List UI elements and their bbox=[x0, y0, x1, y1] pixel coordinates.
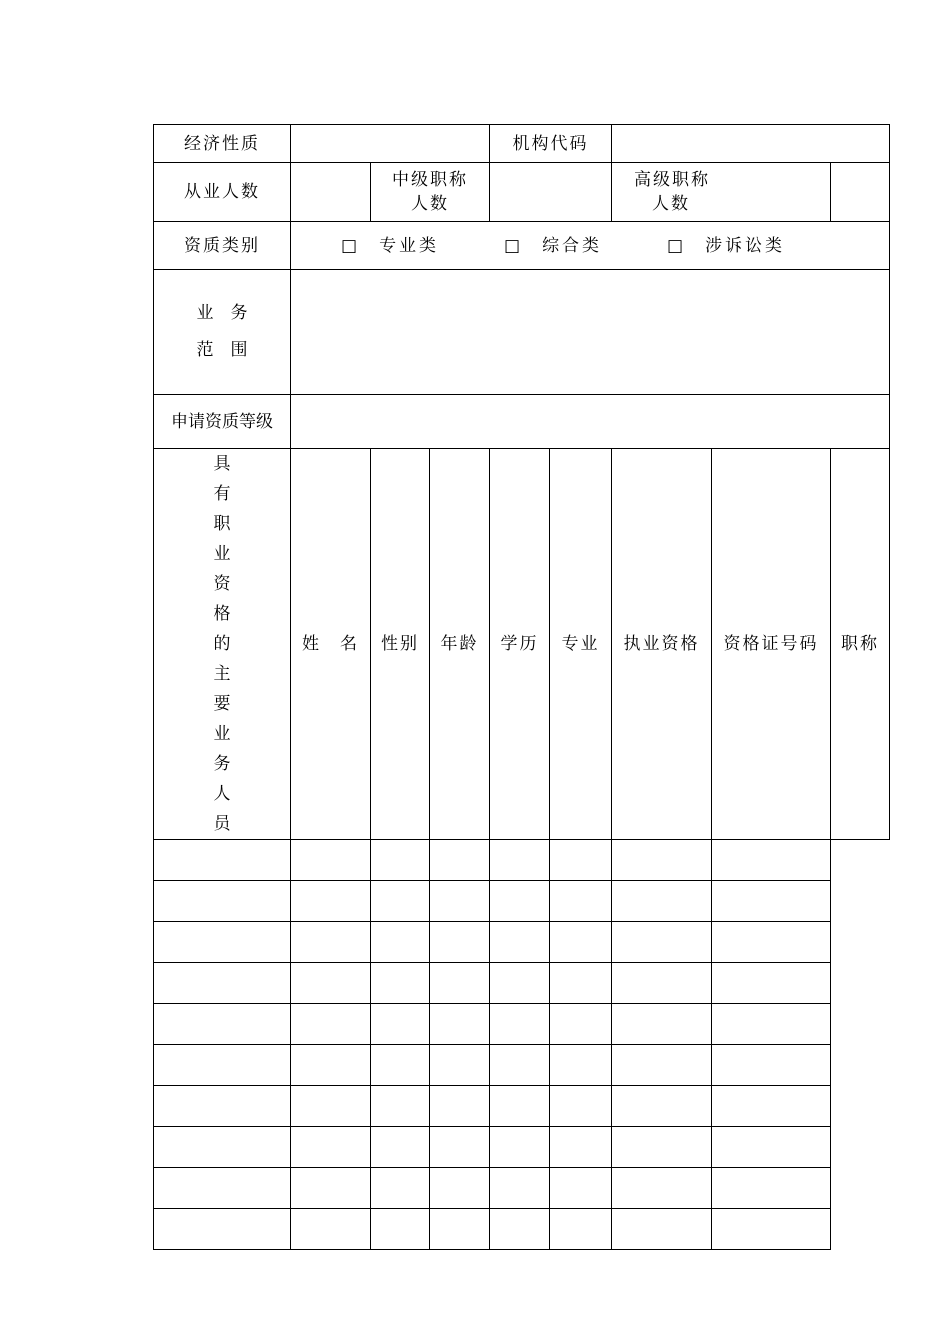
personnel-label-char: 要 bbox=[213, 694, 231, 714]
personnel-practice-qualification-cell[interactable] bbox=[550, 1209, 612, 1250]
personnel-age-cell[interactable] bbox=[371, 1086, 430, 1127]
personnel-name-cell[interactable] bbox=[154, 1045, 291, 1086]
personnel-label-char: 具 bbox=[213, 454, 231, 474]
personnel-major-cell[interactable] bbox=[490, 1086, 550, 1127]
row-econ-nature bbox=[154, 125, 890, 163]
personnel-title-cell[interactable] bbox=[712, 1168, 831, 1209]
mid-title-count-field[interactable] bbox=[490, 163, 612, 222]
personnel-name-cell[interactable] bbox=[154, 1086, 291, 1127]
senior-title-count-label bbox=[612, 163, 831, 222]
personnel-major-cell[interactable] bbox=[490, 963, 550, 1004]
senior-title-label-line2: 人数 bbox=[652, 194, 691, 214]
header-practice-qualification: 执业资格 bbox=[612, 449, 712, 840]
personnel-gender-cell[interactable] bbox=[291, 963, 371, 1004]
personnel-certificate-number-cell[interactable] bbox=[612, 1168, 712, 1209]
header-education: 学历 bbox=[490, 449, 550, 840]
business-scope-label bbox=[154, 270, 291, 395]
personnel-certificate-number-cell[interactable] bbox=[612, 840, 712, 881]
personnel-age-cell[interactable] bbox=[371, 840, 430, 881]
personnel-education-cell[interactable] bbox=[430, 1004, 490, 1045]
personnel-education-cell[interactable] bbox=[430, 1045, 490, 1086]
personnel-name-cell[interactable] bbox=[154, 922, 291, 963]
personnel-certificate-number-cell[interactable] bbox=[612, 881, 712, 922]
personnel-age-cell[interactable] bbox=[371, 1209, 430, 1250]
personnel-name-cell[interactable] bbox=[154, 840, 291, 881]
personnel-label-char: 人 bbox=[213, 784, 231, 804]
personnel-gender-cell[interactable] bbox=[291, 1086, 371, 1127]
personnel-name-cell[interactable] bbox=[154, 963, 291, 1004]
econ-nature-field[interactable] bbox=[291, 125, 490, 163]
staff-count-label: 从业人数 bbox=[154, 163, 291, 222]
personnel-practice-qualification-cell[interactable] bbox=[550, 1045, 612, 1086]
option-litigation[interactable] bbox=[667, 234, 807, 258]
personnel-education-cell[interactable] bbox=[430, 840, 490, 881]
staff-count-field[interactable] bbox=[291, 163, 371, 222]
checkbox-icon[interactable]: □ bbox=[504, 235, 521, 256]
personnel-certificate-number-cell[interactable] bbox=[612, 922, 712, 963]
personnel-age-cell[interactable] bbox=[371, 922, 430, 963]
option-label: 专业类 bbox=[379, 235, 440, 256]
option-label: 涉诉讼类 bbox=[705, 235, 786, 256]
header-name: 姓 名 bbox=[291, 449, 371, 840]
personnel-age-cell[interactable] bbox=[371, 881, 430, 922]
personnel-label-char: 有 bbox=[213, 484, 231, 504]
personnel-title-cell[interactable] bbox=[712, 840, 831, 881]
personnel-major-cell[interactable] bbox=[490, 1045, 550, 1086]
option-label: 综合类 bbox=[542, 235, 603, 256]
row-apply-level bbox=[154, 395, 890, 449]
qualification-options bbox=[291, 222, 890, 270]
personnel-major-cell[interactable] bbox=[490, 881, 550, 922]
personnel-row bbox=[154, 922, 890, 963]
personnel-label-char: 的 bbox=[213, 634, 231, 654]
personnel-gender-cell[interactable] bbox=[291, 1045, 371, 1086]
personnel-education-cell[interactable] bbox=[430, 1209, 490, 1250]
personnel-gender-cell[interactable] bbox=[291, 840, 371, 881]
personnel-certificate-number-cell[interactable] bbox=[612, 1004, 712, 1045]
personnel-age-cell[interactable] bbox=[371, 1127, 430, 1168]
personnel-major-cell[interactable] bbox=[490, 922, 550, 963]
personnel-education-cell[interactable] bbox=[430, 963, 490, 1004]
personnel-gender-cell[interactable] bbox=[291, 1127, 371, 1168]
personnel-age-cell[interactable] bbox=[371, 963, 430, 1004]
org-code-label: 机构代码 bbox=[490, 125, 612, 163]
personnel-major-cell[interactable] bbox=[490, 1168, 550, 1209]
personnel-row bbox=[154, 881, 890, 922]
personnel-row bbox=[154, 1004, 890, 1045]
row-business-scope bbox=[154, 270, 890, 395]
personnel-label-char: 主 bbox=[213, 664, 231, 684]
personnel-major-cell[interactable] bbox=[490, 1209, 550, 1250]
personnel-row bbox=[154, 1086, 890, 1127]
business-scope-field[interactable] bbox=[291, 270, 890, 395]
row-qualification-category bbox=[154, 222, 890, 270]
personnel-major-cell[interactable] bbox=[490, 1127, 550, 1168]
mid-title-label-line1: 中级职称 bbox=[392, 170, 468, 190]
personnel-name-cell[interactable] bbox=[154, 1127, 291, 1168]
personnel-title-cell[interactable] bbox=[712, 1209, 831, 1250]
checkbox-icon[interactable]: □ bbox=[341, 235, 358, 256]
personnel-practice-qualification-cell[interactable] bbox=[550, 881, 612, 922]
personnel-title-cell[interactable] bbox=[712, 1086, 831, 1127]
personnel-label-char: 格 bbox=[213, 604, 231, 624]
org-code-field[interactable] bbox=[612, 125, 890, 163]
personnel-name-cell[interactable] bbox=[154, 881, 291, 922]
personnel-certificate-number-cell[interactable] bbox=[612, 1209, 712, 1250]
header-gender: 性别 bbox=[371, 449, 430, 840]
personnel-label-char: 职 bbox=[213, 514, 231, 534]
personnel-practice-qualification-cell[interactable] bbox=[550, 1086, 612, 1127]
personnel-row bbox=[154, 1168, 890, 1209]
personnel-label-char: 务 bbox=[213, 754, 231, 774]
personnel-title-cell[interactable] bbox=[712, 1045, 831, 1086]
personnel-certificate-number-cell[interactable] bbox=[612, 1086, 712, 1127]
personnel-practice-qualification-cell[interactable] bbox=[550, 1127, 612, 1168]
qualification-application-form bbox=[153, 124, 890, 1250]
personnel-title-cell[interactable] bbox=[712, 1127, 831, 1168]
option-professional[interactable] bbox=[341, 234, 504, 258]
apply-level-field[interactable] bbox=[291, 395, 890, 449]
senior-title-count-field[interactable] bbox=[831, 163, 890, 222]
personnel-certificate-number-cell[interactable] bbox=[612, 963, 712, 1004]
option-comprehensive[interactable] bbox=[504, 234, 667, 258]
senior-title-label-line1: 高级职称 bbox=[634, 170, 711, 190]
personnel-gender-cell[interactable] bbox=[291, 1168, 371, 1209]
personnel-age-cell[interactable] bbox=[371, 1004, 430, 1045]
personnel-gender-cell[interactable] bbox=[291, 881, 371, 922]
personnel-label-char: 资 bbox=[213, 574, 231, 594]
personnel-practice-qualification-cell[interactable] bbox=[550, 840, 612, 881]
header-major: 专业 bbox=[550, 449, 612, 840]
personnel-title-cell[interactable] bbox=[712, 922, 831, 963]
personnel-name-cell[interactable] bbox=[154, 1004, 291, 1045]
personnel-education-cell[interactable] bbox=[430, 881, 490, 922]
personnel-name-cell[interactable] bbox=[154, 1209, 291, 1250]
business-scope-label-line2: 范 围 bbox=[196, 340, 248, 360]
personnel-gender-cell[interactable] bbox=[291, 922, 371, 963]
econ-nature-label: 经济性质 bbox=[154, 125, 291, 163]
personnel-header-row bbox=[154, 449, 890, 840]
personnel-title-cell[interactable] bbox=[712, 881, 831, 922]
personnel-major-cell[interactable] bbox=[490, 840, 550, 881]
personnel-education-cell[interactable] bbox=[430, 1127, 490, 1168]
header-title: 职称 bbox=[831, 449, 890, 840]
mid-title-count-label bbox=[371, 163, 490, 222]
personnel-label-char: 业 bbox=[213, 544, 231, 564]
personnel-education-cell[interactable] bbox=[430, 1168, 490, 1209]
personnel-age-cell[interactable] bbox=[371, 1045, 430, 1086]
personnel-certificate-number-cell[interactable] bbox=[612, 1127, 712, 1168]
personnel-row bbox=[154, 1127, 890, 1168]
personnel-practice-qualification-cell[interactable] bbox=[550, 1004, 612, 1045]
personnel-row bbox=[154, 840, 890, 881]
personnel-label-char: 业 bbox=[213, 724, 231, 744]
mid-title-label-line2: 人数 bbox=[411, 194, 449, 214]
personnel-section-label bbox=[154, 449, 291, 840]
personnel-certificate-number-cell[interactable] bbox=[612, 1045, 712, 1086]
apply-level-label: 申请资质等级 bbox=[154, 395, 291, 449]
personnel-name-cell[interactable] bbox=[154, 1168, 291, 1209]
row-staff-count bbox=[154, 163, 890, 222]
personnel-title-cell[interactable] bbox=[712, 963, 831, 1004]
personnel-major-cell[interactable] bbox=[490, 1004, 550, 1045]
personnel-row bbox=[154, 963, 890, 1004]
header-age: 年龄 bbox=[430, 449, 490, 840]
personnel-gender-cell[interactable] bbox=[291, 1209, 371, 1250]
personnel-education-cell[interactable] bbox=[430, 1086, 490, 1127]
personnel-education-cell[interactable] bbox=[430, 922, 490, 963]
personnel-row bbox=[154, 1045, 890, 1086]
qualification-category-label: 资质类别 bbox=[154, 222, 291, 270]
personnel-practice-qualification-cell[interactable] bbox=[550, 963, 612, 1004]
personnel-practice-qualification-cell[interactable] bbox=[550, 1168, 612, 1209]
business-scope-label-line1: 业 务 bbox=[196, 303, 248, 323]
personnel-practice-qualification-cell[interactable] bbox=[550, 922, 612, 963]
header-certificate-number: 资格证号码 bbox=[712, 449, 831, 840]
personnel-age-cell[interactable] bbox=[371, 1168, 430, 1209]
checkbox-icon[interactable]: □ bbox=[667, 235, 684, 256]
personnel-gender-cell[interactable] bbox=[291, 1004, 371, 1045]
personnel-row bbox=[154, 1209, 890, 1250]
personnel-label-char: 员 bbox=[213, 814, 231, 834]
personnel-title-cell[interactable] bbox=[712, 1004, 831, 1045]
